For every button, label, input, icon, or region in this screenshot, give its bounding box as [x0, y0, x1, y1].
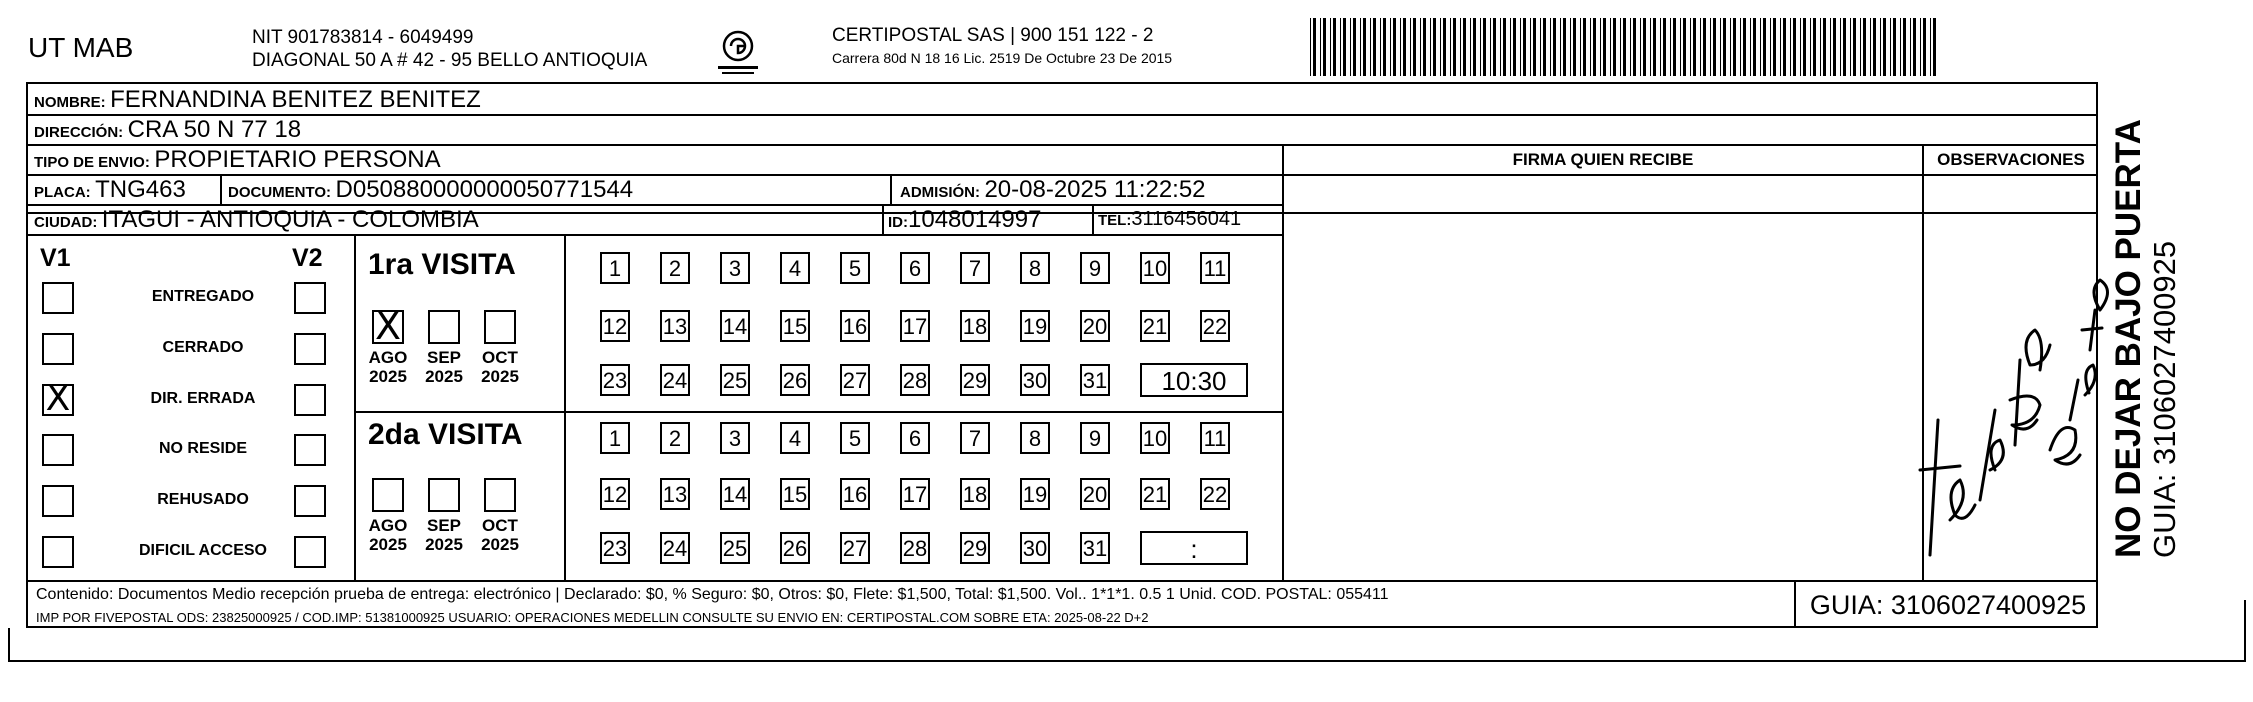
- day-box[interactable]: 8: [1020, 252, 1050, 284]
- barcode-bar: [1523, 18, 1526, 76]
- barcode-bar: [1403, 18, 1406, 76]
- barcode-bar: [1653, 18, 1656, 76]
- barcode-bar: [1800, 18, 1801, 76]
- day-box[interactable]: 30: [1020, 532, 1050, 564]
- day-box[interactable]: 18: [960, 478, 990, 510]
- day-box[interactable]: 12: [600, 478, 630, 510]
- checkbox-mark: X: [374, 304, 402, 348]
- day-box[interactable]: 16: [840, 478, 870, 510]
- v1-checkbox[interactable]: [42, 333, 74, 365]
- day-box[interactable]: 1: [600, 422, 630, 454]
- barcode-bar: [1790, 18, 1791, 76]
- day-box[interactable]: 18: [960, 310, 990, 342]
- status-label: REHUSADO: [157, 491, 249, 508]
- day-box[interactable]: 7: [960, 252, 990, 284]
- day-box[interactable]: 28: [900, 532, 930, 564]
- barcode-bar: [1500, 18, 1501, 76]
- barcode-bar: [1920, 18, 1921, 76]
- barcode-bar: [1550, 18, 1551, 76]
- barcode-bar: [1700, 18, 1701, 76]
- barcode-bar: [1870, 18, 1871, 76]
- barcode-bar: [1620, 18, 1621, 76]
- day-box[interactable]: 30: [1020, 364, 1050, 396]
- month-name: OCT: [482, 348, 518, 367]
- status-label: DIR. ERRADA: [150, 390, 256, 407]
- barcode-bar: [1670, 18, 1671, 76]
- status-label: CERRADO: [162, 339, 244, 356]
- id-number: 1048014997: [908, 206, 1042, 233]
- day-box[interactable]: 3: [720, 422, 750, 454]
- barcode-bar: [1343, 18, 1346, 76]
- day-box[interactable]: 26: [780, 364, 810, 396]
- barcode-bar: [1543, 18, 1546, 76]
- v2-header: V2: [292, 244, 323, 272]
- day-box[interactable]: 17: [900, 478, 930, 510]
- footer-contents: Contenido: Documentos Medio recepción prueba de entrega: electrónico | Declarado: $0, % Seguro: $0, Otros: $0, Flete: $1,500, Total: $1,500. Vol.. 1*1*1. 0.5 1 Unid. COD. POSTAL: 055411: [36, 586, 1389, 603]
- day-box[interactable]: 23: [600, 532, 630, 564]
- barcode-bar: [1630, 18, 1631, 76]
- month-label: [475, 516, 525, 554]
- barcode-bar: [1553, 18, 1556, 76]
- month-name: AGO: [368, 348, 408, 367]
- barcode-bar: [1410, 18, 1411, 76]
- barcode-bar: [1853, 18, 1856, 76]
- barcode-bar: [1373, 18, 1376, 76]
- barcode-bar: [1453, 18, 1456, 76]
- phone-number: 3116456041: [1131, 208, 1242, 230]
- barcode-bar: [1510, 18, 1511, 76]
- side-guia-number: GUIA: 3106027400925: [2147, 240, 2182, 558]
- day-box[interactable]: 26: [780, 532, 810, 564]
- plate-number: TNG463: [95, 176, 186, 203]
- day-box[interactable]: 31: [1080, 532, 1110, 564]
- barcode-bar: [1310, 18, 1311, 76]
- month-label: [363, 348, 413, 386]
- barcode-bar: [1470, 18, 1471, 76]
- month-year: 2025: [369, 535, 407, 554]
- day-box[interactable]: 5: [840, 252, 870, 284]
- barcode-bar: [1913, 18, 1916, 76]
- barcode-bar: [1840, 18, 1841, 76]
- barcode-bar: [1893, 18, 1896, 76]
- month-name: AGO: [368, 516, 408, 535]
- barcode-bar: [1903, 18, 1906, 76]
- admision-field: ADMISIÓN: 20-08-2025 11:22:52: [900, 176, 1206, 203]
- signature-column-title: FIRMA QUIEN RECIBE: [1512, 150, 1694, 169]
- shipment-type: PROPIETARIO PERSONA: [154, 146, 441, 173]
- barcode-bar: [1660, 18, 1661, 76]
- barcode: [1310, 18, 1940, 76]
- barcode-bar: [1463, 18, 1466, 76]
- day-box[interactable]: 11: [1200, 422, 1230, 454]
- month-label: [475, 348, 525, 386]
- barcode-bar: [1633, 18, 1636, 76]
- v1-checkbox[interactable]: [42, 485, 74, 517]
- barcode-bar: [1823, 18, 1826, 76]
- guia-number: GUIA: 3106027400925: [1794, 582, 2100, 628]
- observations-column-title: OBSERVACIONES: [1937, 150, 2085, 169]
- day-box[interactable]: 25: [720, 532, 750, 564]
- barcode-bar: [1830, 18, 1831, 76]
- barcode-bar: [1690, 18, 1691, 76]
- document-number: D050880000000050771544: [335, 176, 634, 203]
- barcode-bar: [1813, 18, 1816, 76]
- company-address: DIAGONAL 50 A # 42 - 95 BELLO ANTIOQUIA: [252, 50, 648, 71]
- barcode-bar: [1613, 18, 1616, 76]
- barcode-bar: [1560, 18, 1561, 76]
- barcode-bar: [1350, 18, 1351, 76]
- barcode-bar: [1933, 18, 1936, 76]
- barcode-bar: [1743, 18, 1746, 76]
- barcode-bar: [1723, 18, 1726, 76]
- barcode-bar: [1780, 18, 1781, 76]
- month-year: 2025: [481, 367, 519, 386]
- day-box[interactable]: 13: [660, 310, 690, 342]
- no-under-door-warning: NO DEJAR BAJO PUERTA: [2109, 119, 2148, 558]
- v1-checkbox[interactable]: [42, 434, 74, 466]
- barcode-bar: [1860, 18, 1861, 76]
- admission-date: 20-08-2025 11:22:52: [984, 176, 1206, 203]
- day-box[interactable]: 22: [1200, 478, 1230, 510]
- barcode-bar: [1520, 18, 1521, 76]
- month-name: OCT: [482, 516, 518, 535]
- barcode-bar: [1533, 18, 1536, 76]
- day-box[interactable]: 14: [720, 478, 750, 510]
- barcode-bar: [1493, 18, 1496, 76]
- barcode-bar: [1890, 18, 1891, 76]
- day-box[interactable]: 9: [1080, 252, 1110, 284]
- day-box[interactable]: 10: [1140, 422, 1170, 454]
- day-box[interactable]: 17: [900, 310, 930, 342]
- v1-checkbox[interactable]: [42, 536, 74, 568]
- barcode-bar: [1333, 18, 1336, 76]
- barcode-bar: [1703, 18, 1706, 76]
- recipient-name: FERNANDINA BENITEZ BENITEZ: [110, 86, 481, 113]
- barcode-bar: [1580, 18, 1581, 76]
- barcode-bar: [1590, 18, 1591, 76]
- barcode-bar: [1793, 18, 1796, 76]
- day-box[interactable]: 7: [960, 422, 990, 454]
- ciudad-field: CIUDAD: ITAGUI - ANTIOQUIA - COLOMBIA: [34, 206, 479, 233]
- barcode-bar: [1783, 18, 1786, 76]
- visit1-title: 1ra VISITA: [368, 248, 516, 281]
- barcode-bar: [1540, 18, 1541, 76]
- barcode-bar: [1490, 18, 1491, 76]
- barcode-bar: [1400, 18, 1401, 76]
- barcode-bar: [1623, 18, 1626, 76]
- barcode-bar: [1360, 18, 1361, 76]
- day-box[interactable]: 31: [1080, 364, 1110, 396]
- barcode-bar: [1363, 18, 1366, 76]
- barcode-bar: [1930, 18, 1931, 76]
- tel-field: TEL:3116456041: [1098, 208, 1242, 230]
- barcode-bar: [1413, 18, 1416, 76]
- barcode-bar: [1313, 18, 1316, 76]
- month-checkbox[interactable]: [484, 478, 516, 512]
- day-box[interactable]: 16: [840, 310, 870, 342]
- barcode-bar: [1673, 18, 1676, 76]
- day-box[interactable]: 14: [720, 310, 750, 342]
- barcode-bar: [1910, 18, 1911, 76]
- tipo-row: TIPO DE ENVIO: PROPIETARIO PERSONA: [34, 146, 441, 173]
- v2-checkbox[interactable]: [294, 282, 326, 314]
- placa-field: PLACA: TNG463: [34, 176, 186, 203]
- barcode-bar: [1480, 18, 1481, 76]
- barcode-bar: [1320, 18, 1321, 76]
- barcode-bar: [1380, 18, 1381, 76]
- barcode-bar: [1760, 18, 1761, 76]
- barcode-bar: [1863, 18, 1866, 76]
- v1-header: V1: [40, 244, 71, 272]
- barcode-bar: [1650, 18, 1651, 76]
- barcode-bar: [1710, 18, 1711, 76]
- certipostal-logo: [712, 26, 764, 78]
- v1-checkbox[interactable]: [42, 378, 74, 419]
- day-box[interactable]: 4: [780, 422, 810, 454]
- month-label: [363, 516, 413, 554]
- barcode-bar: [1423, 18, 1426, 76]
- barcode-bar: [1740, 18, 1741, 76]
- status-label: ENTREGADO: [151, 288, 255, 305]
- barcode-bar: [1720, 18, 1721, 76]
- day-box[interactable]: 24: [660, 364, 690, 396]
- recipient-address: CRA 50 N 77 18: [127, 116, 302, 143]
- day-box[interactable]: 27: [840, 532, 870, 564]
- barcode-bar: [1330, 18, 1331, 76]
- barcode-bar: [1460, 18, 1461, 76]
- day-box[interactable]: 29: [960, 364, 990, 396]
- barcode-bar: [1600, 18, 1601, 76]
- barcode-bar: [1603, 18, 1606, 76]
- visit1-time-box[interactable]: 10:30: [1140, 363, 1248, 397]
- barcode-bar: [1430, 18, 1431, 76]
- barcode-bar: [1383, 18, 1386, 76]
- month-label: [419, 516, 469, 554]
- barcode-bar: [1570, 18, 1571, 76]
- barcode-bar: [1443, 18, 1446, 76]
- documento-field: DOCUMENTO: D050880000000050771544: [228, 176, 634, 203]
- company-nit: NIT 901783814 - 6049499: [252, 27, 474, 48]
- barcode-bar: [1883, 18, 1886, 76]
- day-box[interactable]: 12: [600, 310, 630, 342]
- barcode-bar: [1810, 18, 1811, 76]
- barcode-bar: [1773, 18, 1776, 76]
- month-name: SEP: [426, 516, 462, 535]
- carrier-name: CERTIPOSTAL SAS | 900 151 122 - 2: [832, 25, 1154, 46]
- v1-checkbox[interactable]: [42, 282, 74, 314]
- v2-checkbox[interactable]: [294, 434, 326, 466]
- sheet-right-border: [2244, 600, 2246, 660]
- barcode-bar: [1530, 18, 1531, 76]
- barcode-bar: [1763, 18, 1766, 76]
- day-box[interactable]: 23: [600, 364, 630, 396]
- day-box[interactable]: 28: [900, 364, 930, 396]
- barcode-bar: [1440, 18, 1441, 76]
- barcode-bar: [1880, 18, 1881, 76]
- barcode-bar: [1713, 18, 1716, 76]
- barcode-bar: [1473, 18, 1476, 76]
- day-box[interactable]: 8: [1020, 422, 1050, 454]
- barcode-bar: [1770, 18, 1771, 76]
- day-box[interactable]: 6: [900, 422, 930, 454]
- barcode-bar: [1683, 18, 1686, 76]
- day-box[interactable]: 29: [960, 532, 990, 564]
- barcode-bar: [1680, 18, 1681, 76]
- month-checkbox[interactable]: [372, 478, 404, 512]
- barcode-bar: [1340, 18, 1341, 76]
- barcode-bar: [1563, 18, 1566, 76]
- barcode-bar: [1803, 18, 1806, 76]
- day-box[interactable]: 19: [1020, 478, 1050, 510]
- handwritten-note: [1900, 270, 2120, 560]
- id-field: ID:1048014997: [888, 206, 1042, 233]
- day-box[interactable]: 21: [1140, 478, 1170, 510]
- day-box[interactable]: 27: [840, 364, 870, 396]
- day-box[interactable]: 11: [1200, 252, 1230, 284]
- footer-print-info: IMP POR FIVEPOSTAL ODS: 23825000925 / COD.IMP: 51381000925 USUARIO: OPERACIONES MEDELLIN CONSULTE SU ENVIO EN: CERTIPOSTAL.COM SOBRE ETA: 2025-08-22 D+2: [36, 610, 1149, 625]
- day-box[interactable]: 1: [600, 252, 630, 284]
- barcode-bar: [1390, 18, 1391, 76]
- nombre-row: NOMBRE: FERNANDINA BENITEZ BENITEZ: [34, 86, 481, 113]
- barcode-bar: [1393, 18, 1396, 76]
- day-box[interactable]: 10: [1140, 252, 1170, 284]
- barcode-bar: [1610, 18, 1611, 76]
- status-label: DIFICIL ACCESO: [138, 542, 267, 559]
- day-box[interactable]: 4: [780, 252, 810, 284]
- month-year: 2025: [425, 535, 463, 554]
- barcode-bar: [1900, 18, 1901, 76]
- barcode-bar: [1323, 18, 1326, 76]
- barcode-bar: [1573, 18, 1576, 76]
- barcode-bar: [1593, 18, 1596, 76]
- city: ITAGUI - ANTIOQUIA - COLOMBIA: [101, 206, 479, 233]
- day-box[interactable]: 3: [720, 252, 750, 284]
- day-box[interactable]: 2: [660, 422, 690, 454]
- month-checkbox[interactable]: [372, 304, 404, 348]
- barcode-bar: [1420, 18, 1421, 76]
- barcode-bar: [1873, 18, 1876, 76]
- day-box[interactable]: 20: [1080, 478, 1110, 510]
- direccion-row: DIRECCIÓN: CRA 50 N 77 18: [34, 116, 302, 143]
- month-checkbox[interactable]: [428, 478, 460, 512]
- sheet-bottom-border: [8, 660, 2246, 662]
- barcode-bar: [1513, 18, 1516, 76]
- barcode-bar: [1483, 18, 1486, 76]
- carrier-info: [832, 24, 1172, 70]
- day-box[interactable]: 2: [660, 252, 690, 284]
- v2-checkbox[interactable]: [294, 333, 326, 365]
- barcode-bar: [1850, 18, 1851, 76]
- barcode-bar: [1503, 18, 1506, 76]
- signature-area[interactable]: [1284, 214, 1920, 578]
- day-box[interactable]: 5: [840, 422, 870, 454]
- barcode-bar: [1693, 18, 1696, 76]
- visit2-title: 2da VISITA: [368, 418, 523, 451]
- company-name: UT MAB: [28, 32, 134, 63]
- day-box[interactable]: 15: [780, 310, 810, 342]
- barcode-bar: [1663, 18, 1666, 76]
- barcode-bar: [1353, 18, 1356, 76]
- day-box[interactable]: 6: [900, 252, 930, 284]
- status-label: NO RESIDE: [158, 440, 247, 457]
- sheet-left-border: [8, 628, 10, 660]
- month-year: 2025: [425, 367, 463, 386]
- company-info: [252, 26, 647, 72]
- v2-checkbox[interactable]: [294, 536, 326, 568]
- month-checkbox[interactable]: [428, 310, 460, 344]
- month-label: [419, 348, 469, 386]
- day-box[interactable]: 15: [780, 478, 810, 510]
- barcode-bar: [1753, 18, 1756, 76]
- barcode-bar: [1820, 18, 1821, 76]
- barcode-bar: [1450, 18, 1451, 76]
- checkbox-mark: X: [45, 378, 71, 419]
- month-checkbox[interactable]: [484, 310, 516, 344]
- v2-checkbox[interactable]: [294, 485, 326, 517]
- barcode-bar: [1433, 18, 1436, 76]
- day-box[interactable]: 19: [1020, 310, 1050, 342]
- day-box[interactable]: 21: [1140, 310, 1170, 342]
- carrier-license: Carrera 80d N 18 16 Lic. 2519 De Octubre 23 De 2015: [832, 50, 1173, 66]
- month-name: SEP: [426, 348, 462, 367]
- barcode-bar: [1370, 18, 1371, 76]
- barcode-bar: [1730, 18, 1731, 76]
- barcode-bar: [1833, 18, 1836, 76]
- barcode-bar: [1923, 18, 1926, 76]
- day-box[interactable]: 20: [1080, 310, 1110, 342]
- barcode-bar: [1583, 18, 1586, 76]
- delivery-form: [26, 82, 2098, 628]
- day-box[interactable]: 13: [660, 478, 690, 510]
- day-box[interactable]: 9: [1080, 422, 1110, 454]
- month-year: 2025: [481, 535, 519, 554]
- barcode-bar: [1750, 18, 1751, 76]
- barcode-bar: [1733, 18, 1736, 76]
- v2-checkbox[interactable]: [294, 384, 326, 416]
- visit2-time-box[interactable]: :: [1140, 531, 1248, 565]
- barcode-bar: [1843, 18, 1846, 76]
- month-year: 2025: [369, 367, 407, 386]
- side-label: [2110, 119, 2182, 558]
- barcode-bar: [1640, 18, 1641, 76]
- day-box[interactable]: 24: [660, 532, 690, 564]
- day-box[interactable]: 22: [1200, 310, 1230, 342]
- day-box[interactable]: 25: [720, 364, 750, 396]
- barcode-bar: [1643, 18, 1646, 76]
